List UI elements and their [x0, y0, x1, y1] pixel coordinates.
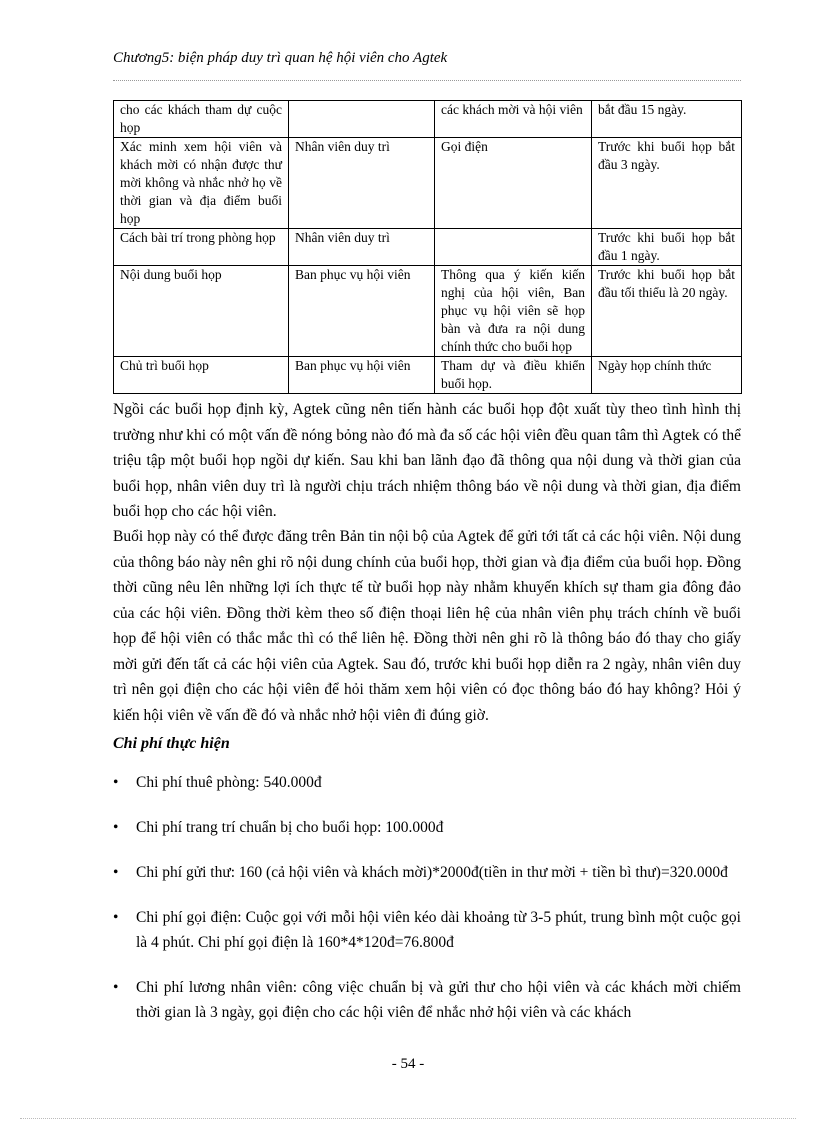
table-row: [114, 138, 742, 229]
table-cell: Nhân viên duy trì: [289, 138, 435, 229]
footer-divider: [20, 1118, 796, 1119]
table-row: [114, 229, 742, 266]
bullet-icon: •: [113, 864, 119, 881]
cost-list: [113, 770, 741, 1045]
list-item-text: Chi phí trang trí chuẩn bị cho buổi họp: 100.000đ: [136, 819, 444, 836]
table-row: [114, 101, 742, 138]
meeting-plan-table: [113, 100, 742, 394]
table-row: [114, 357, 742, 394]
list-item: [113, 860, 741, 885]
body-paragraph: Buổi họp này có thể được đăng trên Bản tin nội bộ của Agtek để gửi tới tất cả các hội viên. Nội dung của thông báo này nên ghi rõ nội dung chính của buổi họp, thời gian và địa điểm của buổi họp. Đồng thời cũng nêu lên những lợi ích thực tế từ buổi họp này nhằm khuyến khích sự tham gia đông đảo của các hội viên. Đồng thời kèm theo số điện thoại liên hệ của nhân viên phụ trách chính về buổi họp để hội viên có thắc mắc thì có thể liên hệ. Đồng thời nên ghi rõ là thông báo đó thay cho giấy mời gửi đến tất cả các hội viên của Agtek. Sau đó, trước khi buổi họp diễn ra 2 ngày, nhân viên duy trì nên gọi điện cho các hội viên để hỏi thăm xem hội viên có đọc thông báo đó hay không? Hỏi ý kiến hội viên về vấn đề đó và nhắc nhở hội viên đi đúng giờ.: [113, 528, 741, 724]
table-cell: Xác minh xem hội viên và khách mời có nhận được thư mời không và nhắc nhở họ về thời gian và địa điểm buổi họp: [114, 138, 289, 229]
table-cell: Gọi điện: [435, 138, 592, 229]
table-cell: Trước khi buổi họp bắt đầu 1 ngày.: [592, 229, 742, 266]
list-item: [113, 770, 741, 795]
list-item: [113, 815, 741, 840]
table-cell: Nội dung buổi họp: [114, 266, 289, 357]
bullet-icon: •: [113, 909, 119, 926]
table-cell: Cách bài trí trong phòng họp: [114, 229, 289, 266]
page-number: - 54 -: [391, 1056, 425, 1072]
list-item-text: Chi phí lương nhân viên: công việc chuẩn bị và gửi thư cho hội viên và các khách mời chiếm thời gian là 3 ngày, gọi điện cho các hội viên để nhắc nhở hội viên và các khách: [136, 979, 741, 1021]
section-heading: Chi phí thực hiện: [113, 735, 230, 752]
table-cell: các khách mời và hội viên: [435, 101, 592, 138]
table-cell: Thông qua ý kiến kiến nghị của hội viên, Ban phục vụ hội viên sẽ họp bàn và đưa ra nội dung chính thức cho buổi họp: [435, 266, 592, 357]
table-cell: Chủ trì buổi họp: [114, 357, 289, 394]
list-item-text: Chi phí gửi thư: 160 (cả hội viên và khách mời)*2000đ(tiền in thư mời + tiền bì thư)=320.000đ: [136, 864, 728, 881]
header-divider: [113, 80, 741, 81]
table-cell: Tham dự và điều khiển buổi họp.: [435, 357, 592, 394]
table-cell: [435, 229, 592, 266]
table-row: [114, 266, 742, 357]
list-item: [113, 905, 741, 955]
bullet-icon: •: [113, 774, 119, 791]
table-cell: Ban phục vụ hội viên: [289, 266, 435, 357]
table-cell: Ban phục vụ hội viên: [289, 357, 435, 394]
bullet-icon: •: [113, 819, 119, 836]
list-item-text: Chi phí thuê phòng: 540.000đ: [136, 774, 322, 791]
table-cell: Trước khi buổi họp bắt đầu 3 ngày.: [592, 138, 742, 229]
table-cell: Trước khi buổi họp bắt đầu tối thiểu là 20 ngày.: [592, 266, 742, 357]
table-cell: Ngày họp chính thức: [592, 357, 742, 394]
body-paragraph: Ngồi các buổi họp định kỳ, Agtek cũng nên tiến hành các buổi họp đột xuất tùy theo tình hình thị trường như khi có một vấn đề nóng bỏng nào đó mà đa số các hội viên đều quan tâm thì Agtek có thể triệu tập một buổi họp ngồi dự kiến. Sau khi ban lãnh đạo đã thông qua nội dung và thời gian của buổi họp, nhân viên duy trì là người chịu trách nhiệm thông báo về nội dung và thời gian, địa điểm buổi họp cho các hội viên.: [113, 401, 741, 520]
chapter-header: Chương5: biện pháp duy trì quan hệ hội viên cho Agtek: [113, 50, 448, 66]
table-cell: [289, 101, 435, 138]
table-cell: bắt đầu 15 ngày.: [592, 101, 742, 138]
table-cell: Nhân viên duy trì: [289, 229, 435, 266]
list-item: [113, 975, 741, 1025]
bullet-icon: •: [113, 979, 119, 996]
list-item-text: Chi phí gọi điện: Cuộc gọi với mỗi hội viên kéo dài khoảng từ 3-5 phút, trung bình một cuộc gọi là 4 phút. Chi phí gọi điện là 160*4*120đ=76.800đ: [136, 909, 741, 951]
table-cell: cho các khách tham dự cuộc họp: [114, 101, 289, 138]
